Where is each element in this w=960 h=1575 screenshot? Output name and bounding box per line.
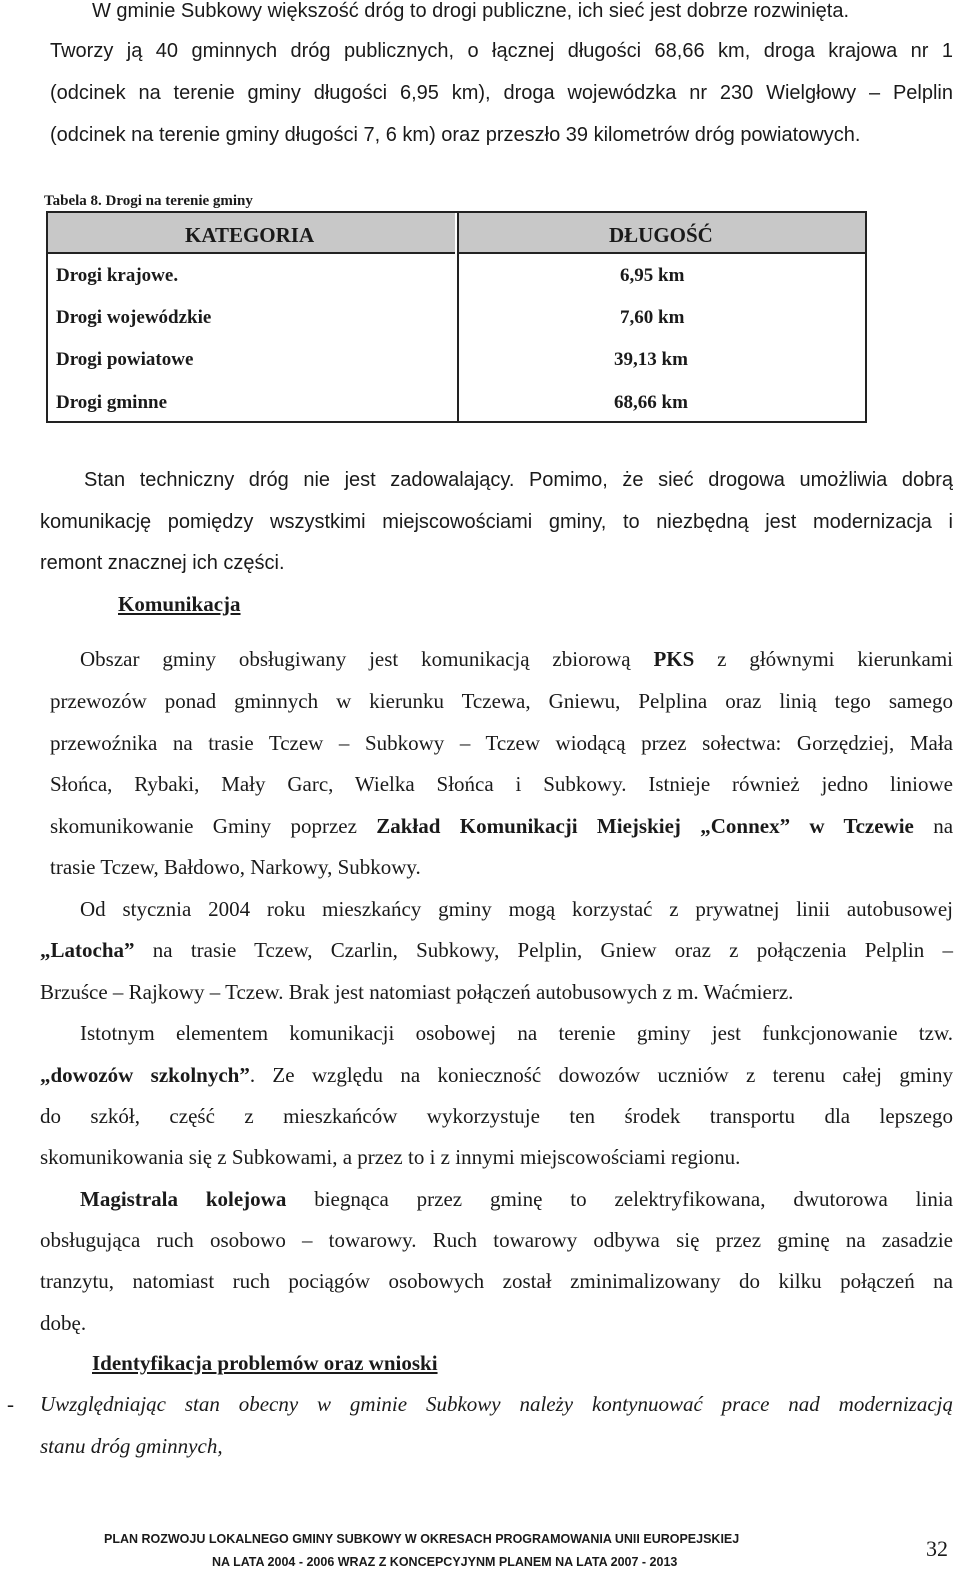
page-number: 32 (926, 1536, 948, 1561)
stan-line-3: remont znacznej ich części. (40, 552, 285, 574)
intro-line-3: (odcinek na terenie gminy długości 6,95 km), droga wojewódzka nr 230 Wielgłowy – Pelplin (50, 82, 953, 104)
komunikacja-p2-line-2 (40, 938, 953, 963)
table-cell-length: 68,66 km (614, 392, 688, 413)
komunikacja-p1-line-6: trasie Tczew, Bałdowo, Narkowy, Subkowy. (50, 855, 421, 879)
komunikacja-p4-line-4: dobę. (40, 1311, 87, 1335)
footer-line-2: NA LATA 2004 - 2006 WRAZ Z KONCEPCYJYNM PLANEM NA LATA 2007 - 2013 (212, 1555, 678, 1569)
wnioski-line-2: stanu dróg gminnych, (40, 1434, 223, 1458)
table-cell-category: Drogi gminne (56, 392, 168, 413)
komunikacja-p1-line-2: przewozów ponad gminnych w kierunku Tczewa, Gniewu, Pelplina oraz linią tego samego (50, 689, 953, 713)
latocha-emphasis: „Latocha” (40, 938, 135, 962)
table-caption: Tabela 8. Drogi na terenie gminy (44, 193, 253, 209)
table-divider (457, 213, 459, 421)
table-cell-length: 39,13 km (614, 349, 688, 370)
komunikacja-p3-line-3: do szkół, część z mieszkańców wykorzystuje ten środek transportu dla lepszego (40, 1104, 953, 1128)
zkm-emphasis: Zakład Komunikacji Miejskiej „Connex” w Tczewie (376, 814, 914, 838)
table-cell-category: Drogi wojewódzkie (56, 307, 212, 328)
text-run: skomunikowanie Gminy poprzez (50, 814, 357, 838)
komunikacja-p1-line-5 (50, 814, 953, 839)
table-cell-length: 7,60 km (620, 307, 685, 328)
komunikacja-p3-line-2 (40, 1063, 953, 1088)
stan-line-2: komunikację pomiędzy wszystkimi miejscowościami gminy, to niezbędną jest modernizacja i (40, 511, 953, 533)
dowozy-emphasis: „dowozów szkolnych” (40, 1063, 250, 1087)
stan-line-1: Stan techniczny dróg nie jest zadowalający. Pomimo, że sieć drogowa umożliwia dobrą (84, 469, 953, 491)
table-cell-category: Drogi powiatowe (56, 349, 194, 370)
table-cell-category: Drogi krajowe. (56, 265, 179, 286)
komunikacja-p2-line-3: Brzuśce – Rajkowy – Tczew. Brak jest natomiast połączeń autobusowych z m. Waćmierz. (40, 980, 794, 1004)
intro-line-4: (odcinek na terenie gminy długości 7, 6 km) oraz przeszło 39 kilometrów dróg powiatowych. (50, 124, 861, 146)
text-run: . Ze względu na konieczność dowozów uczniów z terenu całej gminy (249, 1063, 953, 1087)
pks-emphasis: PKS (653, 647, 695, 671)
komunikacja-p1-line-4: Słońca, Rybaki, Mały Garc, Wielka Słońca i Subkowy. Istnieje również jedno liniowe (50, 772, 953, 796)
section-heading-wnioski: Identyfikacja problemów oraz wnioski (92, 1351, 438, 1375)
intro-line-1: W gminie Subkowy większość dróg to drogi publiczne, ich sieć jest dobrze rozwinięta. (92, 0, 850, 22)
text-run: biegnąca przez gminę to zelektryfikowana, dwutorowa linia (314, 1187, 953, 1211)
komunikacja-p1-line-3: przewoźnika na trasie Tczew – Subkowy – Tczew wiodącą przez sołectwa: Gorzędziej, Mała (50, 731, 953, 755)
table-header-kategoria: KATEGORIA (185, 223, 315, 247)
text-run: Obszar gminy obsługiwany jest komunikacją zbiorową (80, 647, 631, 671)
komunikacja-p3-line-1: Istotnym elementem komunikacji osobowej na terenie gminy jest funkcjonowanie tzw. (80, 1021, 953, 1045)
footer-line-1: PLAN ROZWOJU LOKALNEGO GMINY SUBKOWY W OKRESACH PROGRAMOWANIA UNII EUROPEJSKIEJ (104, 1532, 740, 1546)
text-run: z głównymi kierunkami (717, 647, 954, 671)
text-run: na trasie Tczew, Czarlin, Subkowy, Pelplin, Gniew oraz z połączenia Pelplin – (152, 938, 953, 962)
table-header-dlugosc: DŁUGOŚĆ (609, 223, 713, 247)
komunikacja-p1-line-1 (80, 647, 953, 672)
text-run: na (933, 814, 954, 838)
magistrala-emphasis: Magistrala kolejowa (80, 1187, 287, 1211)
intro-line-2: Tworzy ją 40 gminnych dróg publicznych, o łącznej długości 68,66 km, droga krajowa nr 1 (50, 40, 953, 62)
komunikacja-p2-line-1: Od stycznia 2004 roku mieszkańcy gminy mogą korzystać z prywatnej linii autobusowej (80, 897, 953, 921)
bullet-marker: - (7, 1392, 14, 1416)
komunikacja-p4-line-2: obsługująca ruch osobowo – towarowy. Ruch towarowy odbywa się przez gminę na zasadzie (40, 1228, 953, 1252)
table-cell-length: 6,95 km (620, 265, 685, 286)
roads-table (46, 211, 867, 423)
komunikacja-p4-line-1 (80, 1187, 953, 1212)
wnioski-line-1: Uwzględniając stan obecny w gminie Subkowy należy kontynuować prace nad modernizacją (40, 1392, 953, 1416)
komunikacja-p3-line-4: skomunikowania się z Subkowami, a przez to i z innymi miejscowościami regionu. (40, 1145, 741, 1169)
komunikacja-p4-line-3: tranzytu, natomiast ruch pociągów osobowych został zminimalizowany do kilku połączeń na (40, 1269, 953, 1293)
section-heading-komunikacja: Komunikacja (118, 592, 241, 616)
